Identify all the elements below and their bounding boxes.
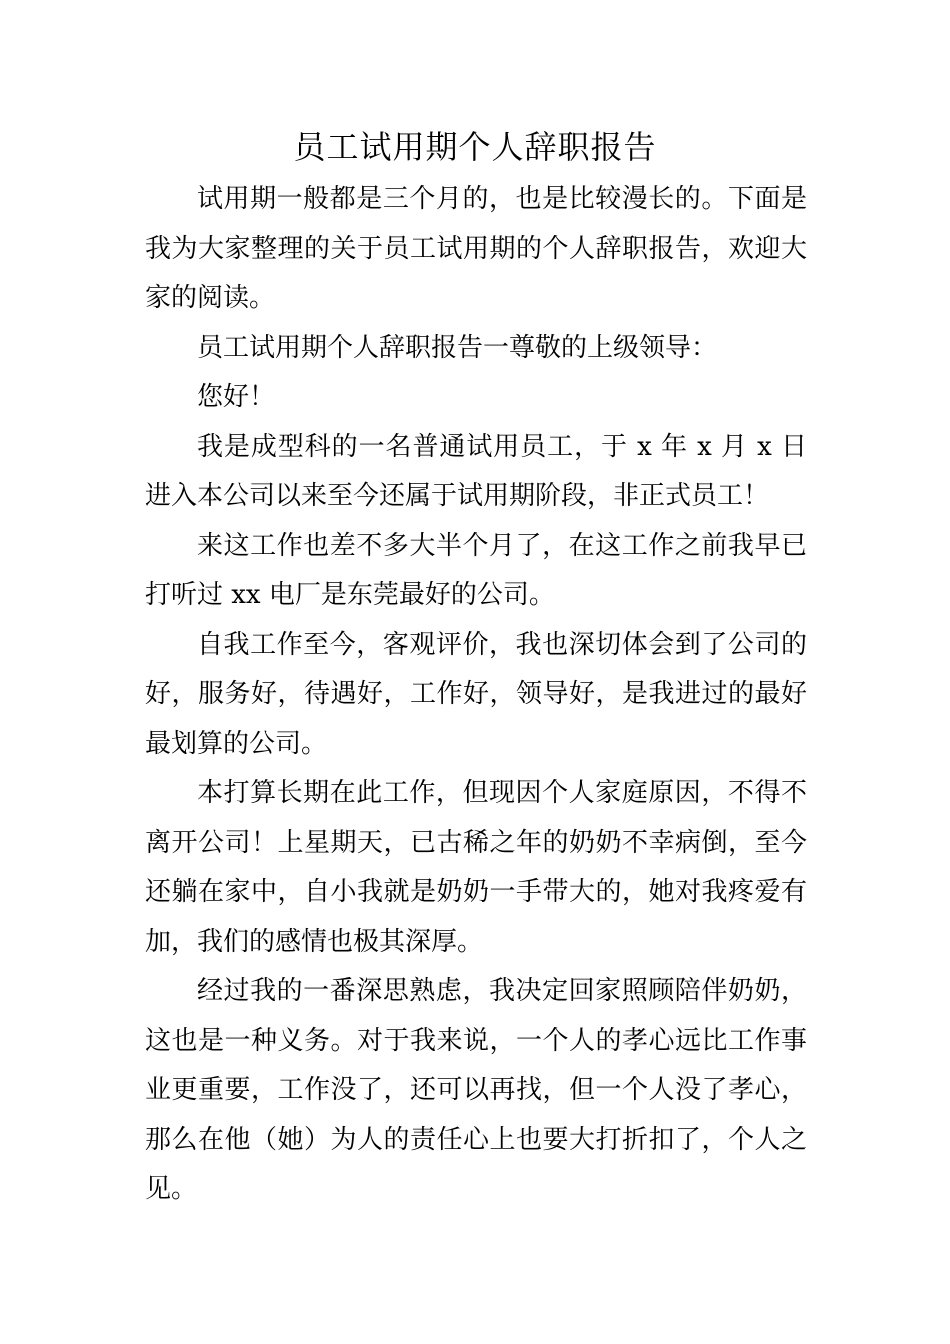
paragraph-intro: 试用期一般都是三个月的，也是比较漫长的。下面是我为大家整理的关于员工试用期的个人辞职报告，欢迎大家的阅读。: [145, 184, 807, 313]
paragraph-salutation: 员工试用期个人辞职报告一尊敬的上级领导：: [197, 332, 718, 363]
paragraph-work-duration: 来这工作也差不多大半个月了，在这工作之前我早已打听过 xx 电厂是东莞最好的公司。: [145, 530, 807, 610]
paragraph-evaluation: 自我工作至今，客观评价，我也深切体会到了公司的好，服务好，待遇好，工作好，领导好，是我进过的最好最划算的公司。: [145, 629, 807, 759]
document-body: [145, 175, 807, 1215]
paragraph-decision: 经过我的一番深思熟虑，我决定回家照顾陪伴奶奶，这也是一种义务。对于我来说，一个人的孝心远比工作事业更重要，工作没了，还可以再找，但一个人没了孝心，那么在他（她）为人的责任心上也要大打折扣了，个人之见。: [145, 976, 807, 1204]
paragraph-greeting: 您好！: [197, 382, 276, 412]
paragraph-self-introduction: 我是成型科的一名普通试用员工，于 x 年 x 月 x 日进入本公司以来至今还属于试用期阶段，非正式员工！: [145, 431, 807, 511]
paragraph-reason: 本打算长期在此工作，但现因个人家庭原因，不得不离开公司！上星期天，已古稀之年的奶奶不幸病倒，至今还躺在家中，自小我就是奶奶一手带大的，她对我疼爱有加，我们的感情也极其深厚。: [145, 778, 807, 957]
document-title: 员工试用期个人辞职报告: [293, 128, 657, 166]
